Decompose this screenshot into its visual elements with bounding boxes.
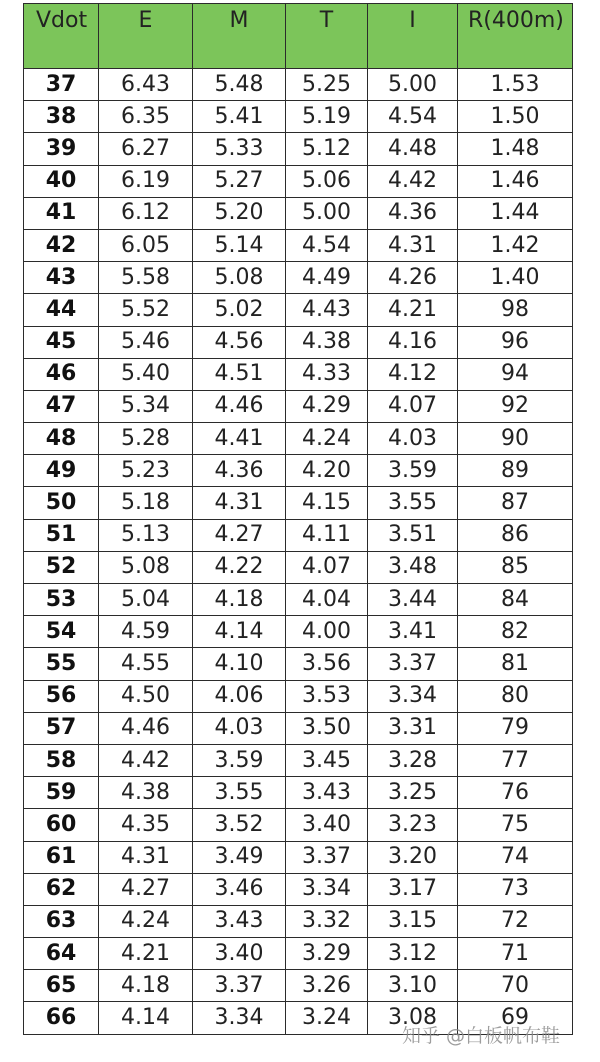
cell-vdot: 46 bbox=[24, 358, 99, 390]
cell-vdot: 43 bbox=[24, 262, 99, 294]
cell-vdot: 62 bbox=[24, 873, 99, 905]
cell-m: 4.51 bbox=[193, 358, 286, 390]
cell-r: 72 bbox=[458, 905, 573, 937]
table-row bbox=[24, 905, 573, 937]
table-row bbox=[24, 133, 573, 165]
cell-i: 4.31 bbox=[368, 229, 458, 261]
table-row bbox=[24, 165, 573, 197]
cell-i: 4.07 bbox=[368, 390, 458, 422]
cell-m: 4.14 bbox=[193, 616, 286, 648]
cell-r: 1.40 bbox=[458, 262, 573, 294]
cell-t: 4.43 bbox=[286, 294, 368, 326]
cell-vdot: 40 bbox=[24, 165, 99, 197]
cell-i: 3.12 bbox=[368, 938, 458, 970]
cell-e: 4.55 bbox=[99, 648, 193, 680]
cell-i: 3.51 bbox=[368, 519, 458, 551]
cell-r: 71 bbox=[458, 938, 573, 970]
cell-t: 3.24 bbox=[286, 1002, 368, 1034]
cell-t: 4.49 bbox=[286, 262, 368, 294]
table-row bbox=[24, 584, 573, 616]
cell-vdot: 60 bbox=[24, 809, 99, 841]
cell-e: 5.34 bbox=[99, 390, 193, 422]
cell-vdot: 50 bbox=[24, 487, 99, 519]
cell-m: 4.31 bbox=[193, 487, 286, 519]
cell-i: 4.03 bbox=[368, 423, 458, 455]
table-row bbox=[24, 101, 573, 133]
cell-e: 6.12 bbox=[99, 197, 193, 229]
table-row bbox=[24, 262, 573, 294]
cell-t: 5.00 bbox=[286, 197, 368, 229]
cell-m: 5.20 bbox=[193, 197, 286, 229]
cell-m: 4.18 bbox=[193, 584, 286, 616]
cell-r: 98 bbox=[458, 294, 573, 326]
cell-vdot: 48 bbox=[24, 423, 99, 455]
cell-vdot: 65 bbox=[24, 970, 99, 1002]
cell-i: 3.59 bbox=[368, 455, 458, 487]
cell-i: 3.31 bbox=[368, 712, 458, 744]
cell-r: 90 bbox=[458, 423, 573, 455]
cell-e: 5.13 bbox=[99, 519, 193, 551]
cell-e: 6.27 bbox=[99, 133, 193, 165]
header-i: I bbox=[368, 4, 458, 69]
cell-vdot: 51 bbox=[24, 519, 99, 551]
cell-vdot: 37 bbox=[24, 69, 99, 101]
cell-r: 1.44 bbox=[458, 197, 573, 229]
cell-m: 4.46 bbox=[193, 390, 286, 422]
cell-vdot: 52 bbox=[24, 551, 99, 583]
cell-e: 4.14 bbox=[99, 1002, 193, 1034]
table-row bbox=[24, 519, 573, 551]
cell-t: 3.50 bbox=[286, 712, 368, 744]
cell-r: 94 bbox=[458, 358, 573, 390]
cell-r: 81 bbox=[458, 648, 573, 680]
cell-vdot: 54 bbox=[24, 616, 99, 648]
cell-e: 4.50 bbox=[99, 680, 193, 712]
cell-t: 3.56 bbox=[286, 648, 368, 680]
cell-i: 4.42 bbox=[368, 165, 458, 197]
cell-vdot: 53 bbox=[24, 584, 99, 616]
cell-m: 4.03 bbox=[193, 712, 286, 744]
cell-i: 3.44 bbox=[368, 584, 458, 616]
cell-i: 3.20 bbox=[368, 841, 458, 873]
cell-i: 4.48 bbox=[368, 133, 458, 165]
cell-t: 5.25 bbox=[286, 69, 368, 101]
cell-vdot: 55 bbox=[24, 648, 99, 680]
cell-i: 3.41 bbox=[368, 616, 458, 648]
cell-e: 6.05 bbox=[99, 229, 193, 261]
table-row bbox=[24, 873, 573, 905]
table-row bbox=[24, 390, 573, 422]
cell-t: 4.00 bbox=[286, 616, 368, 648]
cell-r: 79 bbox=[458, 712, 573, 744]
cell-e: 4.35 bbox=[99, 809, 193, 841]
cell-t: 4.07 bbox=[286, 551, 368, 583]
table-row bbox=[24, 616, 573, 648]
cell-t: 5.06 bbox=[286, 165, 368, 197]
cell-e: 6.43 bbox=[99, 69, 193, 101]
cell-i: 4.21 bbox=[368, 294, 458, 326]
cell-m: 3.46 bbox=[193, 873, 286, 905]
cell-vdot: 61 bbox=[24, 841, 99, 873]
cell-e: 5.28 bbox=[99, 423, 193, 455]
cell-r: 87 bbox=[458, 487, 573, 519]
cell-t: 4.11 bbox=[286, 519, 368, 551]
cell-vdot: 41 bbox=[24, 197, 99, 229]
cell-i: 3.08 bbox=[368, 1002, 458, 1034]
cell-m: 3.43 bbox=[193, 905, 286, 937]
cell-r: 1.53 bbox=[458, 69, 573, 101]
cell-m: 4.41 bbox=[193, 423, 286, 455]
cell-t: 3.32 bbox=[286, 905, 368, 937]
cell-vdot: 66 bbox=[24, 1002, 99, 1034]
cell-r: 1.48 bbox=[458, 133, 573, 165]
cell-t: 4.38 bbox=[286, 326, 368, 358]
cell-i: 3.15 bbox=[368, 905, 458, 937]
cell-i: 3.55 bbox=[368, 487, 458, 519]
cell-r: 73 bbox=[458, 873, 573, 905]
cell-m: 3.55 bbox=[193, 777, 286, 809]
cell-i: 4.16 bbox=[368, 326, 458, 358]
table-row bbox=[24, 358, 573, 390]
table-row bbox=[24, 777, 573, 809]
table-row bbox=[24, 970, 573, 1002]
cell-r: 82 bbox=[458, 616, 573, 648]
cell-e: 4.21 bbox=[99, 938, 193, 970]
cell-e: 4.18 bbox=[99, 970, 193, 1002]
table-row bbox=[24, 938, 573, 970]
cell-r: 1.42 bbox=[458, 229, 573, 261]
table-row bbox=[24, 423, 573, 455]
cell-vdot: 39 bbox=[24, 133, 99, 165]
cell-e: 5.58 bbox=[99, 262, 193, 294]
cell-i: 3.25 bbox=[368, 777, 458, 809]
cell-r: 92 bbox=[458, 390, 573, 422]
cell-r: 85 bbox=[458, 551, 573, 583]
cell-e: 6.35 bbox=[99, 101, 193, 133]
cell-t: 3.45 bbox=[286, 744, 368, 776]
cell-i: 3.28 bbox=[368, 744, 458, 776]
cell-e: 5.04 bbox=[99, 584, 193, 616]
cell-vdot: 45 bbox=[24, 326, 99, 358]
table-row bbox=[24, 841, 573, 873]
cell-e: 5.23 bbox=[99, 455, 193, 487]
cell-m: 4.56 bbox=[193, 326, 286, 358]
cell-e: 5.52 bbox=[99, 294, 193, 326]
cell-e: 4.42 bbox=[99, 744, 193, 776]
cell-m: 3.40 bbox=[193, 938, 286, 970]
cell-m: 5.33 bbox=[193, 133, 286, 165]
cell-r: 74 bbox=[458, 841, 573, 873]
cell-vdot: 49 bbox=[24, 455, 99, 487]
table-row bbox=[24, 455, 573, 487]
header-vdot: Vdot bbox=[24, 4, 99, 69]
cell-e: 5.40 bbox=[99, 358, 193, 390]
cell-t: 4.15 bbox=[286, 487, 368, 519]
cell-t: 5.19 bbox=[286, 101, 368, 133]
table-row bbox=[24, 294, 573, 326]
cell-i: 3.48 bbox=[368, 551, 458, 583]
cell-t: 4.24 bbox=[286, 423, 368, 455]
header-r: R(400m) bbox=[458, 4, 573, 69]
header-t: T bbox=[286, 4, 368, 69]
cell-m: 5.48 bbox=[193, 69, 286, 101]
cell-r: 69 bbox=[458, 1002, 573, 1034]
cell-vdot: 56 bbox=[24, 680, 99, 712]
cell-e: 5.08 bbox=[99, 551, 193, 583]
table-body bbox=[24, 69, 573, 1035]
cell-t: 3.26 bbox=[286, 970, 368, 1002]
cell-vdot: 58 bbox=[24, 744, 99, 776]
cell-m: 4.27 bbox=[193, 519, 286, 551]
cell-vdot: 59 bbox=[24, 777, 99, 809]
cell-e: 4.59 bbox=[99, 616, 193, 648]
cell-i: 4.12 bbox=[368, 358, 458, 390]
header-row bbox=[24, 4, 573, 69]
cell-m: 5.14 bbox=[193, 229, 286, 261]
header-e: E bbox=[99, 4, 193, 69]
cell-m: 4.10 bbox=[193, 648, 286, 680]
cell-e: 5.18 bbox=[99, 487, 193, 519]
cell-t: 4.33 bbox=[286, 358, 368, 390]
table-row bbox=[24, 712, 573, 744]
cell-i: 4.36 bbox=[368, 197, 458, 229]
cell-t: 4.04 bbox=[286, 584, 368, 616]
cell-t: 3.40 bbox=[286, 809, 368, 841]
table-row bbox=[24, 197, 573, 229]
cell-m: 3.52 bbox=[193, 809, 286, 841]
cell-r: 89 bbox=[458, 455, 573, 487]
cell-vdot: 64 bbox=[24, 938, 99, 970]
cell-i: 3.17 bbox=[368, 873, 458, 905]
cell-t: 4.54 bbox=[286, 229, 368, 261]
table-row bbox=[24, 680, 573, 712]
cell-r: 80 bbox=[458, 680, 573, 712]
cell-r: 76 bbox=[458, 777, 573, 809]
table-row bbox=[24, 809, 573, 841]
vdot-pace-table bbox=[23, 3, 573, 1035]
cell-m: 3.34 bbox=[193, 1002, 286, 1034]
cell-i: 3.23 bbox=[368, 809, 458, 841]
cell-m: 3.49 bbox=[193, 841, 286, 873]
cell-m: 4.36 bbox=[193, 455, 286, 487]
table-row bbox=[24, 648, 573, 680]
cell-t: 5.12 bbox=[286, 133, 368, 165]
cell-t: 3.53 bbox=[286, 680, 368, 712]
cell-vdot: 47 bbox=[24, 390, 99, 422]
pace-table-container bbox=[23, 3, 573, 1035]
table-row bbox=[24, 326, 573, 358]
cell-i: 3.34 bbox=[368, 680, 458, 712]
cell-m: 5.08 bbox=[193, 262, 286, 294]
cell-i: 3.37 bbox=[368, 648, 458, 680]
cell-i: 5.00 bbox=[368, 69, 458, 101]
table-row bbox=[24, 551, 573, 583]
cell-m: 4.22 bbox=[193, 551, 286, 583]
cell-r: 77 bbox=[458, 744, 573, 776]
cell-t: 4.29 bbox=[286, 390, 368, 422]
cell-r: 96 bbox=[458, 326, 573, 358]
cell-t: 3.43 bbox=[286, 777, 368, 809]
cell-vdot: 63 bbox=[24, 905, 99, 937]
cell-r: 1.50 bbox=[458, 101, 573, 133]
cell-t: 4.20 bbox=[286, 455, 368, 487]
cell-m: 4.06 bbox=[193, 680, 286, 712]
cell-t: 3.37 bbox=[286, 841, 368, 873]
cell-vdot: 42 bbox=[24, 229, 99, 261]
cell-m: 5.27 bbox=[193, 165, 286, 197]
cell-i: 3.10 bbox=[368, 970, 458, 1002]
cell-vdot: 38 bbox=[24, 101, 99, 133]
cell-r: 70 bbox=[458, 970, 573, 1002]
cell-e: 4.27 bbox=[99, 873, 193, 905]
cell-r: 86 bbox=[458, 519, 573, 551]
cell-e: 4.46 bbox=[99, 712, 193, 744]
cell-vdot: 57 bbox=[24, 712, 99, 744]
cell-e: 5.46 bbox=[99, 326, 193, 358]
table-row bbox=[24, 229, 573, 261]
table-row bbox=[24, 744, 573, 776]
cell-r: 1.46 bbox=[458, 165, 573, 197]
cell-t: 3.34 bbox=[286, 873, 368, 905]
table-row bbox=[24, 487, 573, 519]
cell-e: 4.31 bbox=[99, 841, 193, 873]
cell-m: 5.41 bbox=[193, 101, 286, 133]
cell-e: 6.19 bbox=[99, 165, 193, 197]
cell-e: 4.38 bbox=[99, 777, 193, 809]
cell-i: 4.26 bbox=[368, 262, 458, 294]
cell-r: 75 bbox=[458, 809, 573, 841]
cell-m: 3.37 bbox=[193, 970, 286, 1002]
cell-m: 3.59 bbox=[193, 744, 286, 776]
cell-t: 3.29 bbox=[286, 938, 368, 970]
table-row bbox=[24, 69, 573, 101]
header-m: M bbox=[193, 4, 286, 69]
cell-r: 84 bbox=[458, 584, 573, 616]
cell-m: 5.02 bbox=[193, 294, 286, 326]
cell-vdot: 44 bbox=[24, 294, 99, 326]
cell-e: 4.24 bbox=[99, 905, 193, 937]
cell-i: 4.54 bbox=[368, 101, 458, 133]
watermark: 知乎 @白板帆布鞋 bbox=[401, 1025, 560, 1047]
